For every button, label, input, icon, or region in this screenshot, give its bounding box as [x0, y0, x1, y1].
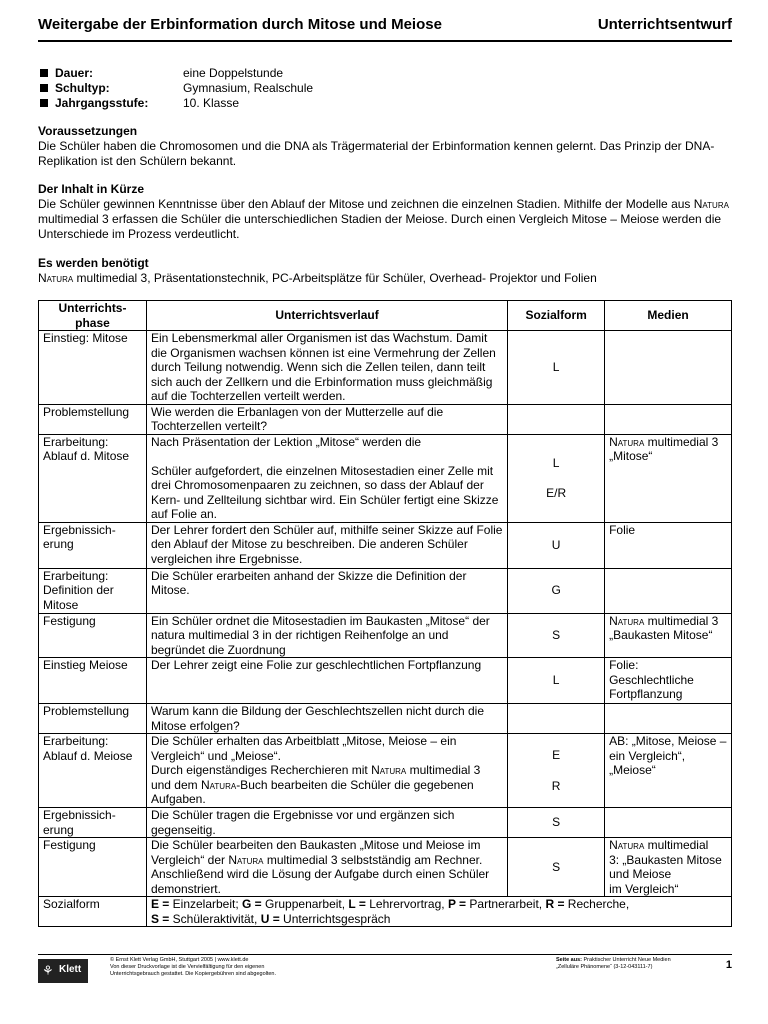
section-inhalt	[38, 182, 732, 242]
cell-medien: Natura multimedial 3 „Baukasten Mitose“	[605, 613, 732, 658]
cell-medien: Natura multimedial 3: „Baukasten Mitose und Meiose im Vergleich“	[605, 838, 732, 897]
cell-sozialform	[508, 613, 605, 658]
cell-phase: Problemstellung	[39, 404, 147, 434]
cell-phase: Ergebnissich- erung	[39, 522, 147, 568]
section-benoetigt	[38, 256, 732, 286]
table-row	[39, 734, 732, 808]
legend-text	[146, 897, 731, 927]
sozialform-code: S	[552, 815, 561, 830]
source-text: Praktischer Unterricht Neue Medien „Zelluläre Phänomene“ (3-12-043111-7)	[556, 957, 671, 970]
document-type: Unterrichtsentwurf	[597, 16, 732, 33]
cell-phase: Erarbeitung: Ablauf d. Meiose	[39, 734, 147, 808]
section-voraussetzungen	[38, 124, 732, 169]
cell-verlauf: Der Lehrer zeigt eine Folie zur geschlechtlichen Fortpflanzung	[146, 658, 507, 704]
legend-line: E = Einzelarbeit; G = Gruppenarbeit, L = Lehrervortrag, P = Partnerarbeit, R = Recherche,	[150, 897, 630, 911]
cell-verlauf: Die Schüler tragen die Ergebnisse vor und ergänzen sich gegenseitig.	[146, 808, 507, 838]
square-bullet-icon	[40, 69, 48, 77]
section-heading: Der Inhalt in Kürze	[38, 182, 145, 196]
meta-value: Gymnasium, Realschule	[183, 81, 314, 95]
square-bullet-icon	[40, 84, 48, 92]
brand-natura: Natura	[693, 197, 729, 211]
section-heading: Es werden benötigt	[38, 256, 149, 270]
col-header-phase: Unterrichts- phase	[39, 301, 147, 331]
legend-row	[39, 897, 732, 927]
cell-verlauf: Warum kann die Bildung der Geschlechtszellen nicht durch die Mitose erfolgen?	[146, 704, 507, 734]
square-bullet-icon	[40, 99, 48, 107]
text-fragment: multimedial 3, Präsentationstechnik, PC-Arbeitsplätze für Schüler, Overhead- Projektor und Folien	[73, 271, 597, 285]
table-row	[39, 331, 732, 405]
col-header-medien: Medien	[605, 301, 732, 331]
cell-sozialform	[508, 838, 605, 897]
cell-sozialform	[508, 404, 605, 434]
legend-label: Sozialform	[39, 897, 147, 927]
section-text	[38, 271, 732, 286]
cell-verlauf: Ein Schüler ordnet die Mitosestadien im Baukasten „Mitose“ der natura multimedial 3 in der richtigen Reihenfolge an und begründet die Zuordnung	[146, 613, 507, 658]
cell-sozialform	[508, 331, 605, 405]
cell-phase: Einstieg Meiose	[39, 658, 147, 704]
col-header-sozialform: Sozialform	[508, 301, 605, 331]
brand-natura: Natura	[201, 777, 237, 792]
section-text	[38, 197, 732, 242]
cell-medien: Natura multimedial 3 „Mitose“	[605, 434, 732, 522]
meta-value: eine Doppelstunde	[183, 66, 284, 80]
cell-medien	[605, 568, 732, 613]
table-row	[39, 704, 732, 734]
page-number: 1	[725, 959, 732, 971]
cell-sozialform	[508, 734, 605, 808]
cell-phase: Festigung	[39, 838, 147, 897]
meta-value: 10. Klasse	[183, 96, 240, 110]
cell-phase: Ergebnissich- erung	[39, 808, 147, 838]
cell-sozialform	[508, 568, 605, 613]
source-note	[556, 957, 716, 971]
source-label: Seite aus:	[556, 957, 582, 963]
section-heading: Voraussetzungen	[38, 124, 138, 138]
cell-phase: Erarbeitung: Definition der Mitose	[39, 568, 147, 613]
cell-verlauf: Nach Präsentation der Lektion „Mitose“ werden die Schüler aufgefordert, die einzelnen Mitosestadien einer Zelle mit drei Chromosomenpaaren zu zeichnen, so dass der Ablauf der Kern- und Zellteilung sichtbar wird. Ein Schüler fertigt eine Skizze auf Folie an.	[146, 434, 507, 522]
cell-medien: AB: „Mitose, Meiose – ein Vergleich“, „Meiose“	[605, 734, 732, 808]
sozialform-code: L	[552, 673, 560, 688]
brand-natura: Natura	[609, 613, 645, 628]
col-header-verlauf: Unterrichtsverlauf	[146, 301, 507, 331]
sozialform-code: S	[552, 628, 561, 642]
legend-line: S = Schüleraktivität, U = Unterrichtsgespräch	[150, 911, 391, 926]
cell-sozialform	[508, 808, 605, 838]
page-header	[38, 14, 732, 42]
cell-verlauf: Ein Lebensmerkmal aller Organismen ist das Wachstum. Damit die Organismen wachsen können ist eine Vermehrung der Zellen durch Teilung notwendig. Wenn sich die Zellen teilen, dann teilt sich auch der Zellkern und die Erbinformation muss gleichmäßig auf die Tochterzellen verteilt werden.	[146, 331, 507, 405]
table-row	[39, 522, 732, 568]
table-row	[39, 568, 732, 613]
cell-sozialform	[508, 522, 605, 568]
cell-phase: Festigung	[39, 613, 147, 658]
logo-text: Klett	[59, 964, 82, 975]
table-row	[39, 613, 732, 658]
sozialform-code: R	[551, 778, 561, 793]
brand-natura: Natura	[609, 434, 645, 449]
cell-verlauf: Die Schüler bearbeiten den Baukasten „Mitose und Meiose im Vergleich“ der Natura multimedial 3 selbstständig am Rechner. Anschließend wird die Lösung der Aufgabe durch einen Schüler demonstriert.	[146, 838, 507, 897]
brand-natura: Natura	[38, 271, 74, 285]
cell-phase: Einstieg: Mitose	[39, 331, 147, 405]
table-row	[39, 808, 732, 838]
page-footer	[38, 954, 732, 985]
lesson-plan-table	[38, 300, 732, 927]
section-text: Die Schüler haben die Chromosomen und die DNA als Trägermaterial der Erbinformation kennen gelernt. Das Prinzip der DNA-Replikation ist den Schülern bekannt.	[38, 139, 715, 168]
cell-medien	[605, 704, 732, 734]
table-row	[39, 434, 732, 522]
cell-verlauf: Die Schüler erhalten das Arbeitblatt „Mitose, Meiose – ein Vergleich“ und „Meiose“. Durch eigenständiges Recherchieren mit Natura multimedial 3 und dem Natura-Buch bearbeiten die Schüler die gegebenen Aufgaben.	[146, 734, 507, 808]
cell-medien: Folie	[605, 522, 732, 568]
cell-sozialform	[508, 704, 605, 734]
text-fragment: multimedial 3 erfassen die Schüler die unterschiedlichen Stadien der Meiose. Durch einen Vergleich Mitose – Meiose werden die Unterschiede im Prozess verdeutlicht.	[38, 212, 722, 241]
brand-natura: Natura	[609, 838, 645, 852]
cell-verlauf: Der Lehrer fordert den Schüler auf, mithilfe seiner Skizze auf Folie den Ablauf der Mitose zu beschreiben. Die anderen Schüler vergleichen ihre Ergebnisse.	[146, 522, 507, 568]
table-row	[39, 404, 732, 434]
meta-key: Schultyp	[55, 81, 106, 95]
meta-key: Dauer	[55, 66, 90, 80]
table-row	[39, 658, 732, 704]
cell-sozialform	[508, 658, 605, 704]
cell-phase: Problemstellung	[39, 704, 147, 734]
brand-natura: Natura	[371, 763, 407, 777]
meta-key: Jahrgangsstufe	[55, 96, 145, 110]
cell-medien	[605, 404, 732, 434]
sozialform-code: E/R	[546, 486, 567, 500]
cell-sozialform	[508, 434, 605, 522]
klett-logo	[38, 959, 88, 983]
klett-emblem-icon: ⚘	[42, 963, 54, 978]
sozialform-code: L	[552, 360, 560, 374]
sozialform-code: G	[551, 583, 561, 598]
cell-medien	[605, 808, 732, 838]
cell-verlauf: Wie werden die Erbanlagen von der Mutterzelle auf die Tochterzellen verteilt?	[146, 404, 507, 434]
sozialform-code: U	[551, 537, 561, 552]
cell-verlauf: Die Schüler erarbeiten anhand der Skizze die Definition der Mitose.	[146, 568, 507, 613]
text-fragment: Die Schüler gewinnen Kenntnisse über den Ablauf der Mitose und zeichnen die einzelnen Stadien. Mithilfe der Modelle aus	[38, 197, 694, 211]
sozialform-code: S	[552, 859, 561, 874]
sozialform-code: L	[552, 455, 560, 470]
sozialform-code: E	[552, 748, 561, 762]
table-row	[39, 838, 732, 897]
document-title: Weitergabe der Erbinformation durch Mitose und Meiose	[38, 16, 442, 33]
copyright-note: © Ernst Klett Verlag GmbH, Stuttgart 2005 | www.klett.de Von dieser Druckvorlage ist die Vervielfältigung für den eigenen Unterrichtsgebrauch gestattet. Die Kopiergebühren sind abgegolten.	[110, 957, 277, 977]
table-header-row	[39, 301, 732, 331]
cell-medien	[605, 331, 732, 405]
brand-natura: Natura	[228, 852, 264, 867]
cell-medien: Folie: Geschlechtliche Fortpflanzung	[605, 658, 732, 704]
cell-phase: Erarbeitung: Ablauf d. Mitose	[39, 434, 147, 522]
